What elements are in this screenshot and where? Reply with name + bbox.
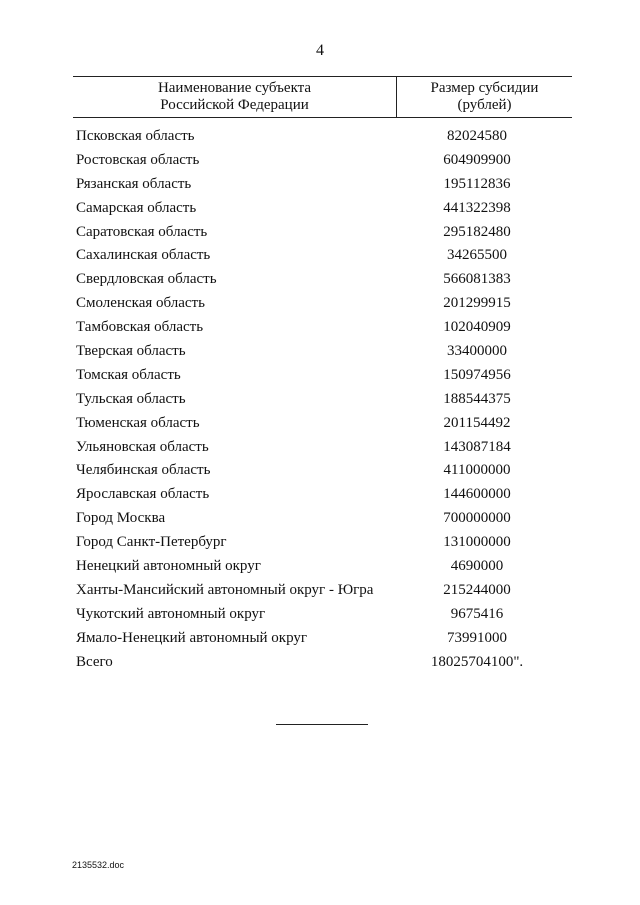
subsidy-amount: 131000000	[443, 534, 511, 551]
subsidy-amount: 295182480	[443, 223, 511, 240]
table-row	[73, 557, 572, 581]
table-row	[73, 127, 572, 151]
table-row	[73, 653, 572, 677]
region-name: Сахалинская область	[76, 247, 211, 264]
subsidy-amount: 201154492	[443, 414, 511, 431]
region-name: Чукотский автономный округ	[76, 605, 266, 622]
subsidy-amount: 188544375	[443, 390, 511, 407]
subsidy-amount: 604909900	[443, 151, 511, 168]
end-separator-line	[276, 724, 368, 725]
footer-filename: 2135532.doc	[72, 860, 125, 870]
header-size-column	[397, 80, 572, 114]
subsidy-amount: 34265500	[447, 247, 507, 264]
subsidy-amount: 143087184	[443, 438, 511, 455]
region-name: Ростовская область	[76, 151, 200, 168]
header-size-line2: (рублей)	[457, 97, 512, 113]
subsidy-table	[73, 76, 572, 670]
region-name: Челябинская область	[76, 462, 211, 479]
region-name: Тюменская область	[76, 414, 200, 431]
region-name: Всего	[76, 653, 113, 670]
header-name-column	[73, 80, 396, 114]
subsidy-amount: 150974956	[443, 366, 511, 383]
subsidy-amount: 441322398	[443, 199, 511, 216]
region-name: Тверская область	[76, 343, 186, 360]
table-row	[73, 294, 572, 318]
subsidy-amount: 411000000	[443, 462, 511, 479]
region-name: Рязанская область	[76, 175, 192, 192]
region-name: Город Санкт-Петербург	[76, 534, 227, 551]
subsidy-amount: 215244000	[443, 581, 511, 598]
region-name: Тамбовская область	[76, 319, 204, 336]
region-name: Ульяновская область	[76, 438, 209, 455]
subsidy-amount: 102040909	[443, 319, 511, 336]
table-row	[73, 438, 572, 462]
table-row	[73, 509, 572, 533]
region-name: Ямало-Ненецкий автономный округ	[76, 629, 308, 646]
table-row	[73, 390, 572, 414]
region-name: Тульская область	[76, 390, 186, 407]
table-row	[73, 175, 572, 199]
region-name: Томская область	[76, 366, 181, 383]
table-row	[73, 246, 572, 270]
table-row	[73, 461, 572, 485]
table-body	[73, 127, 572, 676]
subsidy-amount: 82024580	[447, 128, 507, 144]
table-row	[73, 270, 572, 294]
subsidy-amount: 700000000	[443, 510, 511, 527]
table-row	[73, 342, 572, 366]
table-row	[73, 223, 572, 247]
subsidy-amount: 144600000	[443, 486, 511, 503]
header-size-line1: Размер субсидии	[430, 80, 539, 96]
subsidy-amount: 195112836	[443, 175, 511, 192]
subsidy-amount: 18025704100".	[430, 653, 524, 670]
header-name-line1: Наименование субъекта	[157, 80, 312, 96]
table-row	[73, 318, 572, 342]
table-row	[73, 581, 572, 605]
table-row	[73, 151, 572, 175]
region-name: Псковская область	[76, 128, 195, 144]
region-name: Город Москва	[76, 510, 166, 527]
region-name: Ярославская область	[76, 486, 210, 503]
subsidy-amount: 33400000	[447, 343, 507, 360]
region-name: Саратовская область	[76, 223, 208, 240]
table-header	[73, 76, 572, 118]
table-row	[73, 605, 572, 629]
table-row	[73, 199, 572, 223]
region-name: Самарская область	[76, 199, 197, 216]
subsidy-amount: 201299915	[443, 295, 511, 312]
table-row	[73, 629, 572, 653]
table-row	[73, 366, 572, 390]
table-row	[73, 414, 572, 438]
page-number: 4	[316, 42, 324, 59]
subsidy-amount: 566081383	[443, 271, 511, 288]
subsidy-amount: 4690000	[450, 558, 504, 575]
header-name-line2: Российской Федерации	[160, 97, 309, 113]
region-name: Ханты-Мансийский автономный округ - Югра	[76, 581, 374, 598]
table-row	[73, 533, 572, 557]
subsidy-amount: 73991000	[447, 629, 507, 646]
region-name: Ненецкий автономный округ	[76, 558, 261, 575]
subsidy-amount: 9675416	[450, 605, 504, 622]
region-name: Свердловская область	[76, 271, 217, 288]
region-name: Смоленская область	[76, 295, 205, 312]
table-row	[73, 485, 572, 509]
